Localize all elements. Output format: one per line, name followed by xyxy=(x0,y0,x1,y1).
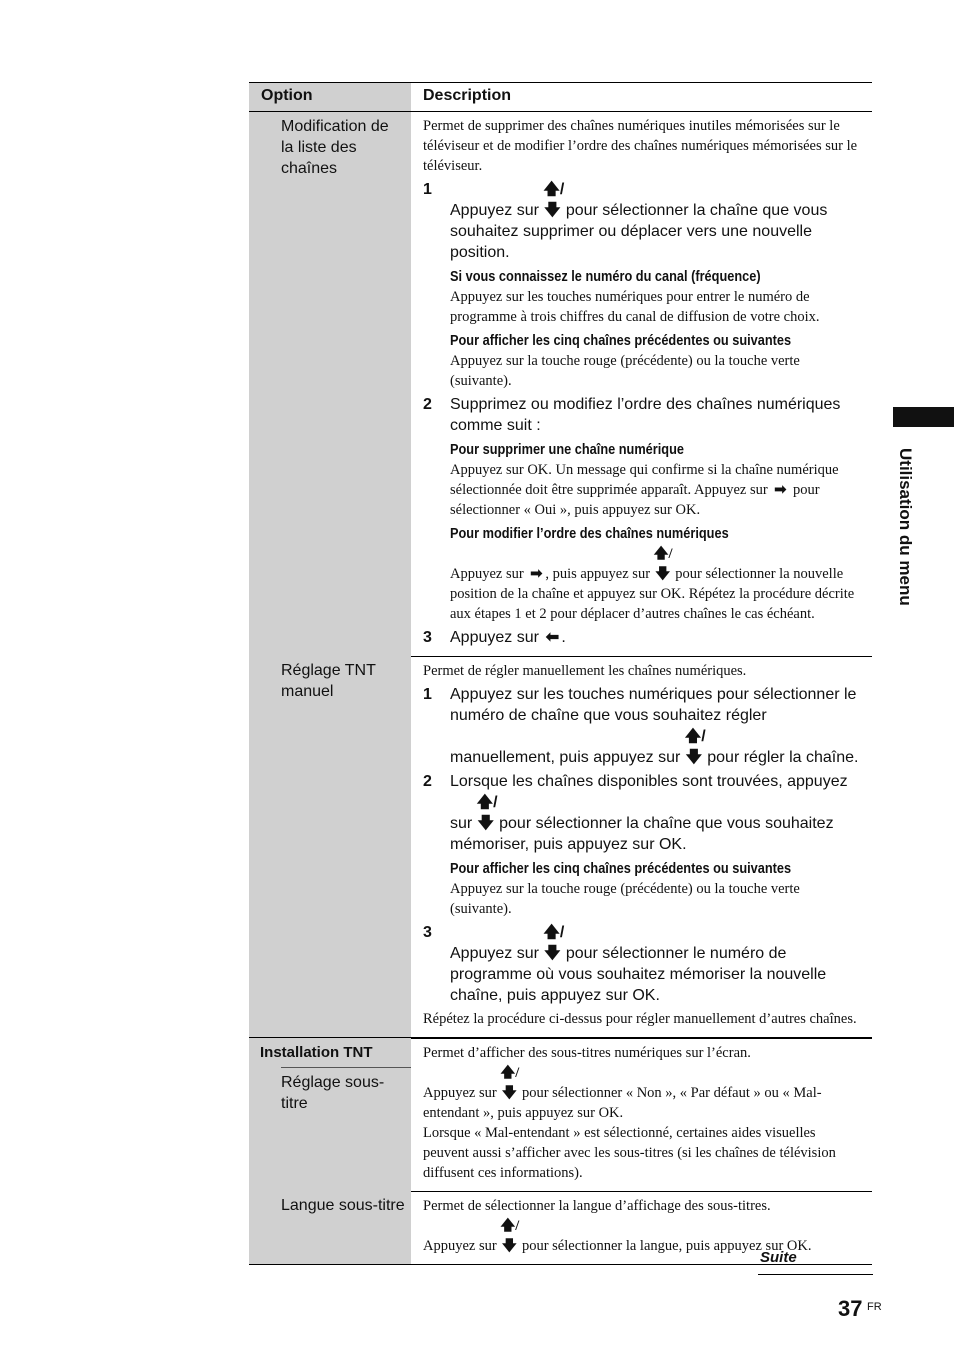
langue-d1: Permet de sélectionner la langue d’affichage des sous-titres. xyxy=(423,1198,771,1214)
modif-step-1: 1 Appuyez sur 🡅/🡇 pour sélectionner la chaîne que vous souhaitez supprimer ou déplacer vers une nouvelle position. xyxy=(423,181,828,261)
side-tab-marker xyxy=(893,407,954,427)
up-down-arrow-icon: 🡅/🡇 xyxy=(684,728,706,766)
tnt-step-3: 3 Appuyez sur 🡅/🡇 pour sélectionner le numéro de programme où vous souhaitez mémoriser la nouvelle chaîne, puis appuyez sur OK. xyxy=(423,924,827,1004)
option-modification-label: Modification de la liste des chaînes xyxy=(281,118,389,177)
modif-step-2: 2 Supprimez ou modifiez l’ordre des chaînes numériques comme suit : xyxy=(423,396,841,434)
modif-intro: Permet de supprimer des chaînes numériques inutiles mémorisées sur le téléviseur et de modifier l’ordre des chaînes numériques mémorisées sur le téléviseur. xyxy=(423,118,858,174)
page-language-suffix: FR xyxy=(867,1301,882,1313)
options-table xyxy=(249,82,872,1265)
modif-subheading-2: Pour afficher les cinq chaînes précédentes ou suivantes xyxy=(450,333,792,349)
continued-divider xyxy=(758,1274,873,1275)
modif-step-3: 3 Appuyez sur ⬅ . xyxy=(423,629,566,646)
group-installation-tnt: Installation TNT xyxy=(260,1044,373,1061)
modif-subheading-3: Pour supprimer une chaîne numérique xyxy=(450,442,684,458)
option-langue-sous-titre-label: Langue sous-titre xyxy=(281,1197,405,1214)
tnt-step-1: 1 Appuyez sur les touches numériques pour sélectionner le numéro de chaîne que vous souhaitez régler manuellement, puis appuyez sur 🡅/🡇 pour régler la chaîne. xyxy=(423,686,859,766)
modif-subheading-1: Si vous connaissez le numéro du canal (fréquence) xyxy=(450,269,761,285)
modif-subtext-2: Appuyez sur la touche rouge (précédente) ou la touche verte (suivante). xyxy=(450,353,800,389)
header-option: Option xyxy=(249,83,411,111)
tnt-subheading-1: Pour afficher les cinq chaînes précédentes ou suivantes xyxy=(450,861,792,877)
tnt-step-2: 2 Lorsque les chaînes disponibles sont trouvées, appuyez sur 🡅/🡇 pour sélectionner la chaîne que vous souhaitez mémoriser, puis appuyez sur OK. xyxy=(423,773,848,853)
install-d2: Appuyez sur 🡅/🡇 pour sélectionner « Non », « Par défaut » ou « Mal-entendant », puis appuyez sur OK. xyxy=(423,1065,822,1121)
up-down-arrow-icon: 🡅/🡇 xyxy=(543,924,565,962)
description-tnt-manuel xyxy=(411,656,872,1037)
description-reglage-sous-titre xyxy=(411,1038,872,1191)
install-d1: Permet d’afficher des sous-titres numériques sur l’écran. xyxy=(423,1045,751,1061)
description-modification xyxy=(411,112,872,656)
up-down-arrow-icon: 🡅/🡇 xyxy=(500,1065,520,1101)
tnt-subtext-1: Appuyez sur la touche rouge (précédente) ou la touche verte (suivante). xyxy=(450,881,800,917)
tnt-outro: Répétez la procédure ci-dessus pour régler manuellement d’autres chaînes. xyxy=(423,1011,857,1027)
table-row-modification xyxy=(249,112,872,656)
description-langue-sous-titre xyxy=(411,1191,872,1265)
modif-subheading-4: Pour modifier l’ordre des chaînes numériques xyxy=(450,526,729,542)
table-row-tnt-manuel xyxy=(249,656,872,1037)
side-tab-label: Utilisation du menu xyxy=(896,448,915,606)
langue-d2: Appuyez sur 🡅/🡇 pour sélectionner la langue, puis appuyez sur OK. xyxy=(423,1218,812,1254)
option-reglage-sous-titre-label: Réglage sous-titre xyxy=(281,1074,385,1112)
modif-subtext-1: Appuyez sur les touches numériques pour entrer le numéro de programme à trois chiffres du canal de diffusion de votre choix. xyxy=(450,289,820,325)
up-down-arrow-icon: 🡅/🡇 xyxy=(653,546,673,582)
option-tnt-manuel-label: Réglage TNT manuel xyxy=(281,662,376,700)
left-arrow-icon: ⬅ xyxy=(545,629,560,646)
modif-subtext-4: Appuyez sur ➡ , puis appuyez sur 🡅/🡇 pour sélectionner la nouvelle position de la chaîne et appuyez sur OK. Répétez la procédure décrite aux étapes 1 et 2 pour déplacer d’autres chaînes le cas échéant. xyxy=(450,546,855,622)
right-arrow-icon: ➡ xyxy=(774,482,787,498)
up-down-arrow-icon: 🡅/🡇 xyxy=(500,1218,520,1254)
modif-subtext-3: Appuyez sur OK. Un message qui confirme si la chaîne numérique sélectionnée doit être supprimée apparaît. Appuyez sur ➡ pour sélectionner « Oui », puis appuyez sur OK. xyxy=(450,462,839,518)
page-number: 37 xyxy=(838,1296,863,1321)
up-down-arrow-icon: 🡅/🡇 xyxy=(543,181,565,219)
table-header xyxy=(249,82,872,112)
table-row-installation xyxy=(249,1037,872,1191)
up-down-arrow-icon: 🡅/🡇 xyxy=(476,794,498,832)
install-d3: Lorsque « Mal-entendant » est sélectionné, certaines aides visuelles peuvent aussi s’afficher avec les sous-titres (si les chaînes de télévision diffusent ces informations). xyxy=(423,1125,836,1181)
tnt-intro: Permet de régler manuellement les chaînes numériques. xyxy=(423,663,747,679)
right-arrow-icon: ➡ xyxy=(530,566,543,582)
header-description: Description xyxy=(423,87,512,104)
continued-label: Suite xyxy=(760,1249,797,1266)
